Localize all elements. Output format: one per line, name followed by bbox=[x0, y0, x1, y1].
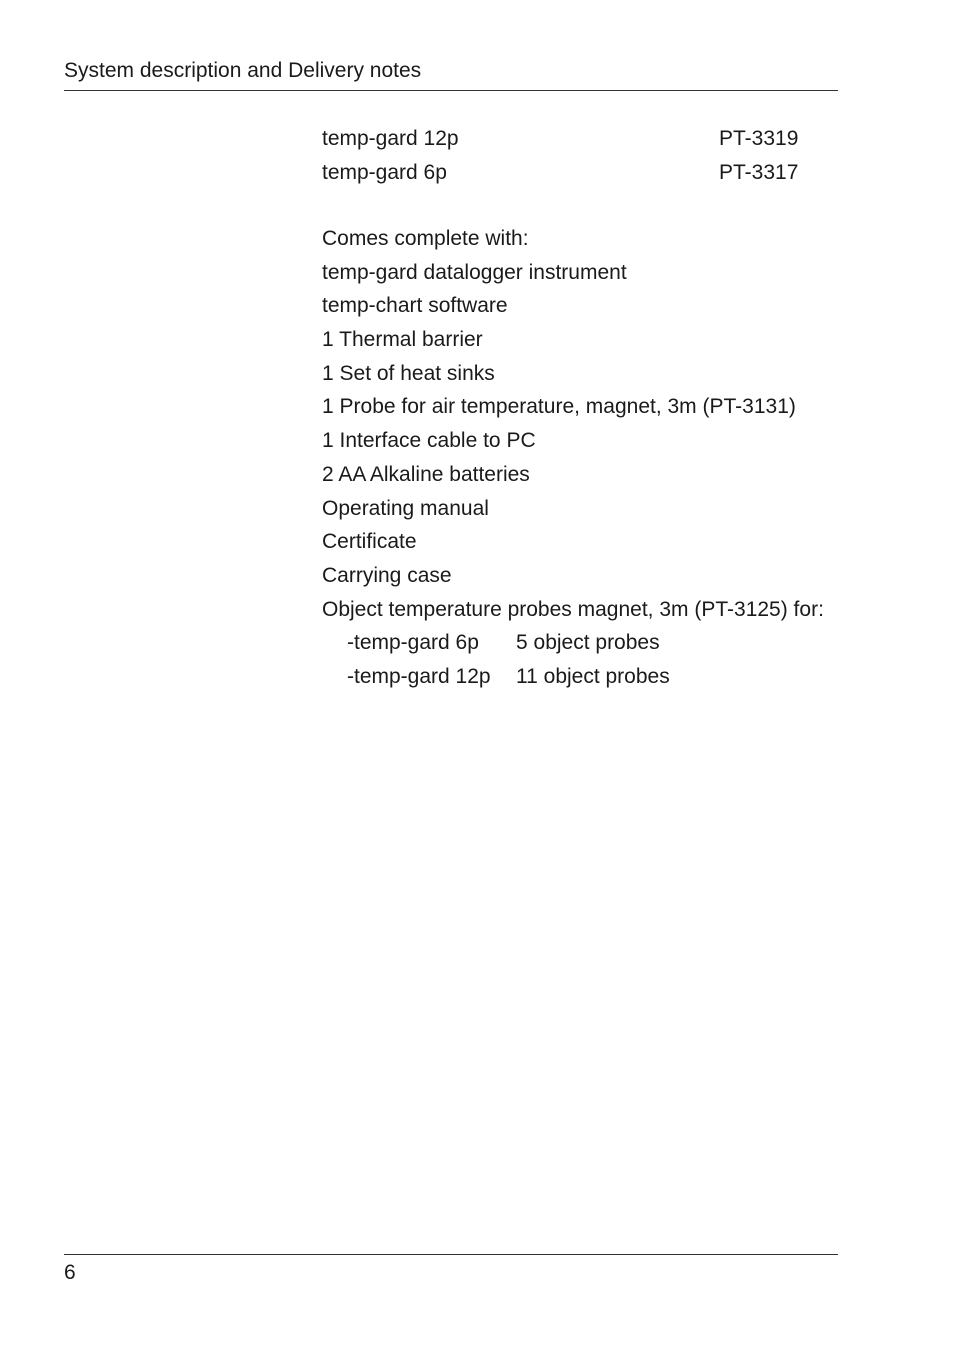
probe-variant: -temp-gard 6p bbox=[347, 630, 479, 654]
spacer bbox=[322, 190, 852, 222]
model-code: PT-3317 bbox=[719, 161, 799, 184]
model-name: temp-gard 12p bbox=[322, 127, 459, 150]
model-code: PT-3319 bbox=[719, 127, 799, 150]
object-probe-row bbox=[322, 660, 852, 694]
page-number: 6 bbox=[64, 1261, 76, 1284]
list-item: 1 Interface cable to PC bbox=[322, 429, 536, 453]
list-item: 1 Set of heat sinks bbox=[322, 361, 495, 385]
contents-intro: Comes complete with: bbox=[322, 227, 529, 250]
object-probes-label: Object temperature probes magnet, 3m (PT-3125) for: bbox=[322, 597, 824, 621]
list-item: 1 Probe for air temperature, magnet, 3m (PT-3131) bbox=[322, 395, 796, 419]
model-name: temp-gard 6p bbox=[322, 161, 447, 184]
list-item: temp-chart software bbox=[322, 294, 508, 318]
list-item: 1 Thermal barrier bbox=[322, 328, 483, 352]
page-header bbox=[64, 58, 838, 91]
probe-count: 11 object probes bbox=[516, 664, 670, 688]
model-row bbox=[322, 156, 852, 190]
list-item: 2 AA Alkaline batteries bbox=[322, 462, 530, 486]
object-probe-row bbox=[322, 626, 852, 660]
model-row bbox=[322, 122, 852, 156]
delivery-content bbox=[322, 122, 852, 694]
probe-variant: -temp-gard 12p bbox=[347, 664, 491, 688]
list-item: Operating manual bbox=[322, 496, 489, 520]
list-item: Carrying case bbox=[322, 563, 452, 587]
list-item: Certificate bbox=[322, 530, 417, 554]
header-title: System description and Delivery notes bbox=[64, 59, 422, 82]
probe-count: 5 object probes bbox=[516, 630, 660, 654]
page-footer bbox=[64, 1254, 838, 1284]
list-item: temp-gard datalogger instrument bbox=[322, 260, 627, 284]
